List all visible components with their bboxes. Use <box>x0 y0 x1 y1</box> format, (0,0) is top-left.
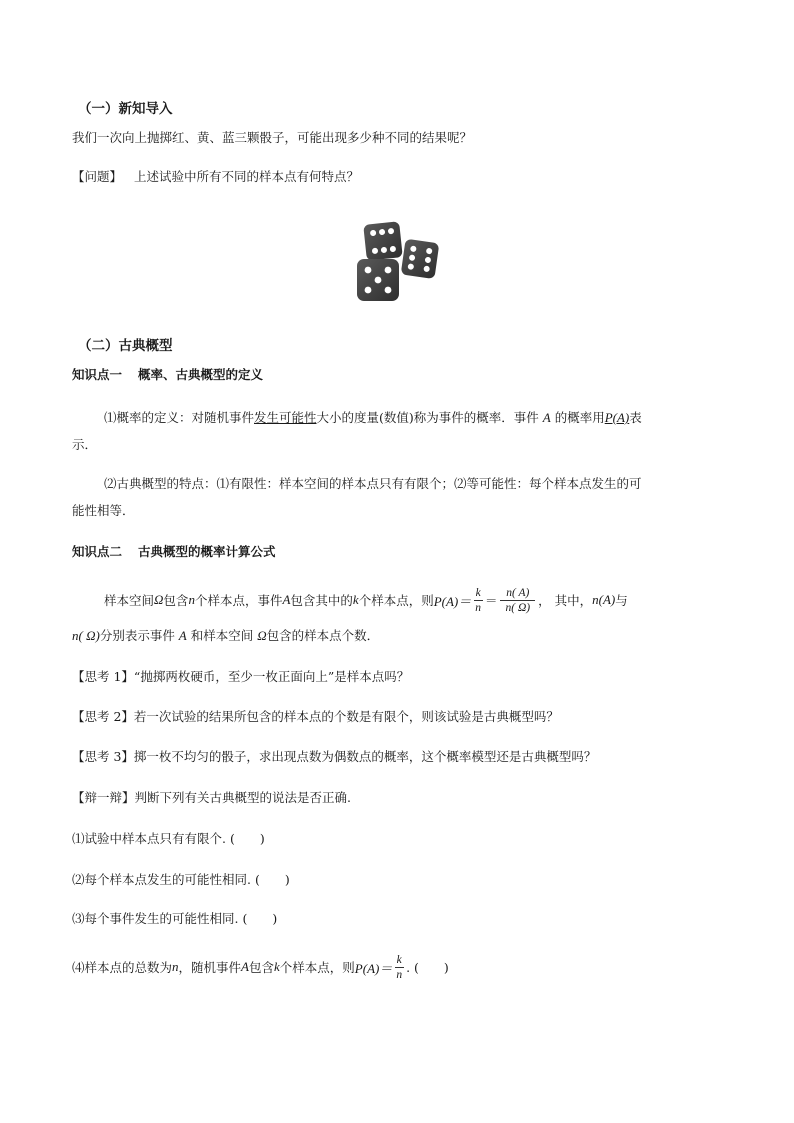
section2-heading: （二）古典概型 <box>78 338 173 354</box>
kp1-para1-line2: 示． <box>72 437 98 452</box>
kp1-heading <box>72 365 263 383</box>
fraction-nA-over-nOmega: $\frac{n( A)}{n( \Omega)}$ <box>500 586 537 615</box>
kp1-para1-line1: ⑴概率的定义：对随机事件发生可能性大小的度量(数值)称为事件的概率．事件 A 的概率用P(A)表 <box>104 410 642 425</box>
think-1: 【思考 1】“抛掷两枚硬币，至少一枚正面向上”是样本点吗？ <box>72 669 410 684</box>
three-dice-icon <box>353 219 443 305</box>
question-tag: 【问题】 <box>72 169 123 184</box>
underlined-term: 发生可能性 <box>254 410 317 425</box>
kp1-para2-line2: 能性相等． <box>72 503 135 518</box>
think-3: 【思考 3】掷一枚不均匀的骰子，求出现点数为偶数点的概率，这个概率模型还是古典概型吗？ <box>72 749 597 764</box>
kp2-label: 知识点二 <box>72 544 123 559</box>
kp2-formula-line: 样本空间 Ω 包含 n 个样本点，事件 A 包含其中的 k 个样本点，则 P(A)＝ $\frac{k}{n}$ ＝ $\frac{n( A)}{n( \Omega)}$ ， 其中， n(A) 与 <box>104 586 628 614</box>
kp1-title: 概率、古典概型的定义 <box>138 367 264 382</box>
kp2-line2: n( Ω)分别表示事件 A 和样本空间 Ω包含的样本点个数． <box>72 628 380 643</box>
kp2-title: 古典概型的概率计算公式 <box>138 544 276 559</box>
kp1-para2-line1: ⑵古典概型的特点：⑴有限性：样本空间的样本点只有有限个；⑵等可能性：每个样本点发生的可 <box>104 476 642 491</box>
section1-heading: （一）新知导入 <box>78 101 173 117</box>
formula-lhs: P(A)＝ <box>433 593 472 609</box>
kp1-label: 知识点一 <box>72 367 123 382</box>
question-paragraph <box>72 167 359 185</box>
debate-text: 判断下列有关古典概型的说法是否正确. <box>134 790 351 805</box>
question-text: 上述试验中所有不同的样本点有何特点？ <box>134 169 360 184</box>
list-item-4: ⑷样本点的总数为 n ，随机事件 A 包含 k 个样本点，则 P(A)＝ $\frac{k}{n}$ . ( ) <box>72 953 449 981</box>
think-2: 【思考 2】若一次试验的结果所包含的样本点的个数是有限个，则该试验是古典概型吗？ <box>72 709 559 724</box>
fraction-k-over-n: $\frac{k}{n}$ <box>396 953 403 981</box>
debate-line <box>72 788 351 806</box>
intro-paragraph: 我们一次向上抛掷红、黄、蓝三颗骰子，可能出现多少种不同的结果呢？ <box>72 130 473 145</box>
probability-notation: P(A) <box>604 410 630 425</box>
list-item: ⑴试验中样本点只有有限个. ( ) <box>72 831 265 846</box>
kp2-heading <box>72 542 276 560</box>
debate-tag: 【辩一辩】 <box>72 790 135 805</box>
fraction-k-over-n: $\frac{k}{n}$ <box>475 586 482 614</box>
list-item: ⑵每个样本点发生的可能性相同. ( ) <box>72 872 290 887</box>
list-item: ⑶每个事件发生的可能性相同. ( ) <box>72 911 278 926</box>
